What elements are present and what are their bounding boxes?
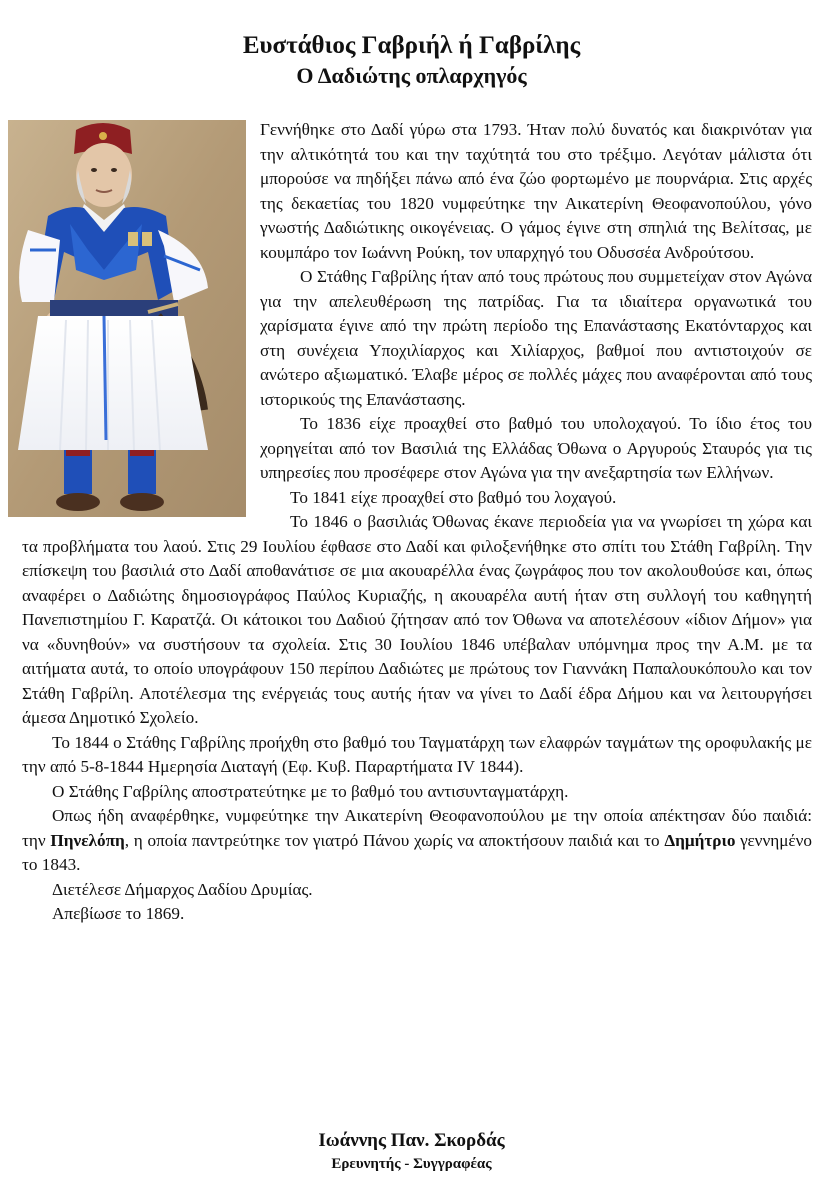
paragraph-1841: Το 1841 είχε προαχθεί στο βαθμό του λοχαγού. bbox=[290, 487, 617, 507]
author-name: Ιωάννης Παν. Σκορδάς bbox=[318, 1130, 505, 1151]
child-name-dimitrios: Δημήτριο bbox=[664, 830, 736, 850]
paragraph-1836: Το 1836 είχε προαχθεί στο βαθμό του υπολοχαγού. Το ίδιο έτος του χορηγείται από τον Βασιλιά της Ελλάδας Όθωνα ο Αργυρούς Σταυρός για τις υπηρεσίες που προσέφερε στον Αγώνα για την ανεξαρτησία των Ελλήνων. bbox=[260, 414, 812, 482]
page-subtitle: Ο Δαδιώτης οπλαρχηγός bbox=[296, 63, 527, 88]
paragraph-retirement: Ο Στάθης Γαβρίλης αποστρατεύτηκε με το βαθμό του αντισυνταγματάρχη. bbox=[52, 781, 569, 801]
family-text-e: γεννημένο το 1843. bbox=[22, 830, 812, 874]
paragraph-revolution: Ο Στάθης Γαβρίλης ήταν από τους πρώτους που συμμετείχαν στον Αγώνα για την απελευθέρωση της πατρίδας. Για τα ιδιαίτερα οργανωτικά του χαρίσματα έγινε από την πρώτη περίοδο της Επανάστασης Εκατόνταρχος και στη συνέχεια Υποχιλίαρχος και Χιλίαρχος, βαθμοί που αντιστοιχούν σε ανώτερο αξιωματικό. Έλαβε μέρος σε πολλές μάχες που αναφέρονται από τους ιστορικούς της Επανάστασης. bbox=[260, 267, 812, 409]
paragraph-1844: Το 1844 ο Στάθης Γαβρίλης προήχθη στο βαθμό του Ταγματάρχη των ελαφρών ταγμάτων της οροφυλακής με την από 5-8-1844 Ημερησία Διαταγή (Εφ. Κυβ. Παραρτήματα IV 1844). bbox=[22, 732, 812, 776]
page-title: Ευστάθιος Γαβριήλ ή Γαβρίλης bbox=[242, 32, 581, 59]
paragraph-birth: Γεννήθηκε στο Δαδί γύρω στα 1793. Ήταν πολύ δυνατός και διακρινόταν για την αλτικότητά του και την ταχύτητά του στο τρέξιμο. Λεγόταν μάλιστα ότι μπορούσε να πηδήξει πάνω από ένα ζώο φορτωμένο με πουρνάρια. Στις αρχές της δεκαετίας του 1820 νυμφεύτηκε την Αικατερίνη Θεοφανοπούλου, γόνο γνωστής Δαδιώτικης οικογένειας. Ο γάμος έγινε στη σπηλιά της Βελίτσας, με κουμπάρο τον Ιωάννη Ρούκη, τον υπαρχηγό του Οδυσσέα Ανδρούτσου. bbox=[260, 120, 812, 262]
paragraph-family bbox=[22, 804, 812, 878]
author-role: Ερευνητής - Συγγραφέας bbox=[331, 1156, 492, 1172]
paragraph-death: Απεβίωσε το 1869. bbox=[52, 904, 185, 923]
paragraph-1846: Το 1846 ο βασιλιάς Όθωνας έκανε περιοδεία για να γνωρίσει τη χώρα και τα προβλήματα του λαού. Στις 29 Ιουλίου έφθασε στο Δαδί και φιλοξενήθηκε στο σπίτι του Στάθη Γαβρίλη. Την επίσκεψη του βασιλιά στο Δαδί αποθανάτισε σε μια ακουαρέλλα ένας ζωγράφος που τον ακολουθούσε και, όπως αναφέρει ο Δαδιώτης δημοσιογράφος Παύλος Κυριαζής, η ακουαρέλα αυτή ήταν στη συλλογή του καθηγητή Πανεπιστημίου Γ. Καρατζά. Οι κάτοικοι του Δαδιού ζήτησαν από τον Όθωνα να αποτελέσουν «ίδιον Δήμον» για να «δυνηθούν» να συστήσουν τα σχολεία. Στις 30 Ιουλίου 1846 υπέβαλαν υπόμνημα προς την Α.Μ. με τα αιτήματα αυτά, το οποίο υπογράφουν 150 περίπου Δαδιώτες με πρώτους τον Γιαννάκη Παπαλουκόπουλο και τον Στάθη Γαβρίλη. Αποτέλεσμα της ενέργειάς τους αυτής ήταν να γίνει το Δαδί έδρα Δήμου και να λειτουργήσει άμεσα Δημοτικό Σχολείο. bbox=[22, 512, 812, 727]
article-body bbox=[22, 118, 812, 927]
family-text-c: , η οποία παντρεύτηκε τον γιατρό Πάνου χωρίς να αποκτήσουν παιδιά και το bbox=[124, 830, 665, 850]
child-name-penelope: Πηνελόπη bbox=[50, 830, 125, 850]
paragraph-mayor: Διετέλεσε Δήμαρχος Δαδίου Δρυμίας. bbox=[52, 879, 313, 899]
family-text-a: Οπως ήδη αναφέρθηκε, νυμφεύτηκε την Αικατερίνη Θεοφανοπούλου με την οποία απέκτησαν δύο παιδιά: την bbox=[22, 806, 812, 850]
